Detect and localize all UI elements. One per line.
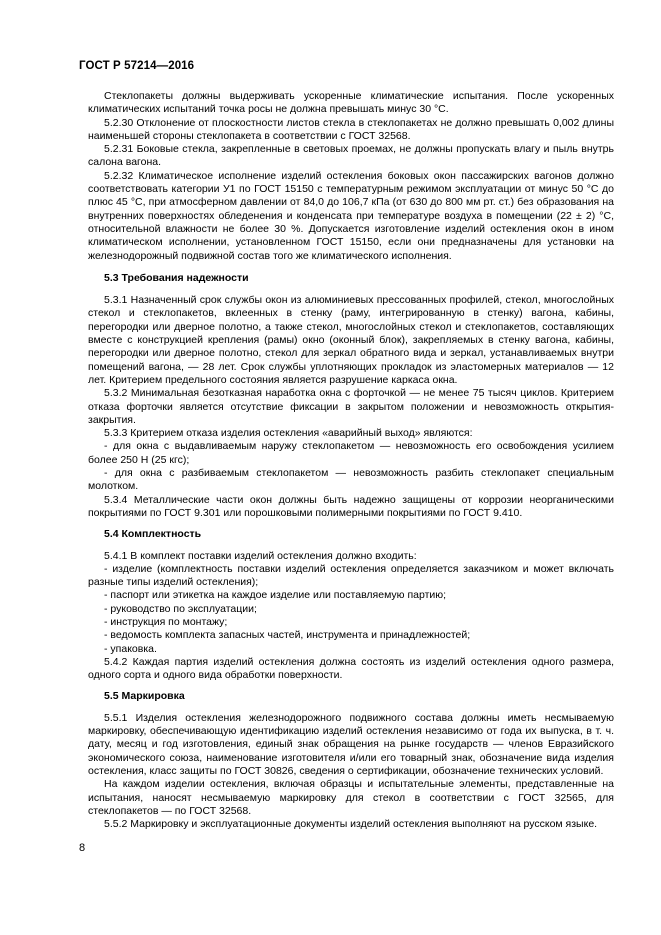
document-header: ГОСТ Р 57214—2016 [79, 60, 195, 72]
list-item: - инструкция по монтажу; [104, 615, 228, 628]
section-heading-5-5: 5.5 Маркировка [104, 690, 185, 703]
paragraph-5-5-2: 5.5.2 Маркировку и эксплуатационные документы изделий остекления выполняют на русском языке. [104, 818, 598, 831]
list-item: - упаковка. [104, 642, 157, 655]
paragraph-5-5-1: 5.5.1 Изделия остекления железнодорожного подвижного состава должны иметь несмываемую маркировку, обеспечивающую идентификацию изделий остекления независимо от года их выпуска, в т. ч. дату, месяц и год изготовления, единый знак обращения на рынке государств — членов Евразийского экономического союза, наименование изготовителя и/или его товарный знак, обозначение вида изделия остекления, класс защиты по ГОСТ 30826, сведения о сертификации, обозначение технических условий. [88, 711, 614, 777]
section-heading-5-3: 5.3 Требования надежности [104, 271, 249, 284]
paragraph-5-3-1: 5.3.1 Назначенный срок службы окон из алюминиевых прессованных профилей, стекол, многослойных стекол и стеклопакетов, вклеенных в стенку (раму, интегрированную в стенку) вагона, кабины, перегородки или дверное полотно, а также стекол, многослойных стекол и стеклопакетов, составляющих вместе с конструкцией крепления (рамы) окно (оконный блок), закрепляемых в стенку вагона, кабины, перегородки или дверное полотно, стекол для зеркал обратного вида и зеркал, устанавливаемых внутри помещений вагона, — 28 лет. Срок службы уплотняющих прокладок из эластомерных материалов — 12 лет. Критерием предельного состояния является разрушение каркаса окна. [88, 294, 614, 386]
paragraph-5-4-2: 5.4.2 Каждая партия изделий остекления должна состоять из изделий остекления одного размера, одного сорта и одного вида обработки поверхности. [88, 655, 614, 682]
paragraph-climate-tests: Стеклопакеты должны выдерживать ускоренные климатические испытания. После ускоренных климатических испытаний точка росы не должна превышать минус 30 °С. [88, 90, 614, 116]
paragraph-5-3-2: 5.3.2 Минимальная безотказная наработка окна с форточкой — не менее 75 тысяч циклов. Критерием отказа форточки является отсутствие фиксации в закрытом положении и невозможность открытия-закрытия. [88, 387, 614, 426]
page-number: 8 [79, 842, 86, 854]
paragraph-5-2-30: 5.2.30 Отклонение от плоскостности листов стекла в стеклопакетах не должно превышать 0,002 длины наименьшей стороны стеклопакета в соответствии с ГОСТ 32568. [88, 116, 614, 142]
paragraph-5-3-3: 5.3.3 Критерием отказа изделия остекления «аварийный выход» являются: [104, 427, 473, 440]
list-item-push-out-window: - для окна с выдавливаемым наружу стеклопакетом — невозможность его освобождения усилием более 250 Н (25 кгс); [88, 440, 614, 466]
paragraph-5-2-32: 5.2.32 Климатическое исполнение изделий остекления боковых окон пассажирских вагонов должно соответствовать категории У1 по ГОСТ 15150 с температурным режимом эксплуатации от минус 50 °С до плюс 45 °С, при атмосферном давлении от 84,0 до 106,7 кПа (от 630 до 800 мм рт. ст.) без образования на внутренних поверхностях обледенения и конденсата при температуре воздуха в помещении (22 ± 2) °С, относительной влажности не более 30 %. Допускается изготовление изделий остекления окон в ином климатическом исполнении, установленном ГОСТ 15150, если они предназначены для установки на железнодорожный подвижной состав того же климатического исполнения. [88, 169, 614, 262]
list-item-product: - изделие (комплектность поставки изделий остекления определяется заказчиком и может включать разные типы изделий остекления); [88, 562, 614, 589]
list-item-breakable-window: - для окна с разбиваемым стеклопакетом — невозможность разбить стеклопакет специальным молотком. [88, 467, 614, 493]
paragraph-5-3-4: 5.3.4 Металлические части окон должны быть надежно защищены от коррозии неорганическими покрытиями по ГОСТ 9.301 или порошковыми полимерными покрытиями по ГОСТ 9.410. [88, 493, 614, 519]
section-heading-5-4: 5.4 Комплектность [104, 528, 202, 541]
paragraph-5-4-1: 5.4.1 В комплект поставки изделий остекления должно входить: [104, 549, 417, 562]
list-item: - паспорт или этикетка на каждое изделие или поставляемую партию; [104, 589, 447, 602]
page-content [88, 90, 614, 831]
list-item: - руководство по эксплуатации; [104, 602, 257, 615]
paragraph-marking-samples: На каждом изделии остекления, включая образцы и испытательные элементы, представленные на испытания, наносят несмываемую маркировку для стекол в соответствии с ГОСТ 32565, для стеклопакетов — по ГОСТ 32568. [88, 778, 614, 817]
paragraph-5-2-31: 5.2.31 Боковые стекла, закрепленные в световых проемах, не должны пропускать влагу и пыль внутрь салона вагона. [88, 143, 614, 169]
list-item: - ведомость комплекта запасных частей, инструмента и принадлежностей; [104, 629, 471, 642]
